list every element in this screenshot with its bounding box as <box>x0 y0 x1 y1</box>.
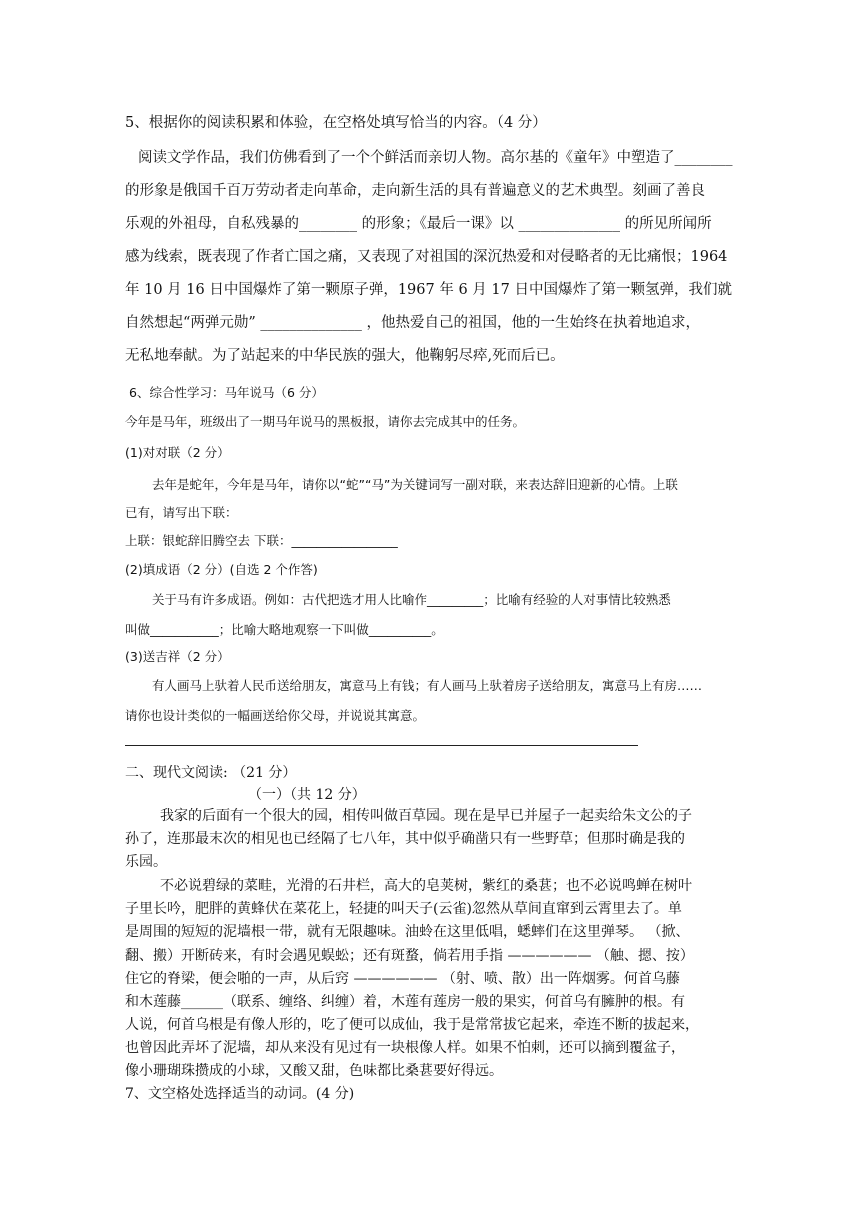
passage-line: 翻、搬）开断砖来，有时会遇见蜈蚣；还有斑蝥，倘若用手指 —————— （触、摁、按） <box>125 948 694 964</box>
part2-title: 二、现代文阅读: （21 分） <box>125 765 297 781</box>
q6-couplet: 上联：银蛇辞旧腾空去 下联：_________________ <box>125 533 398 548</box>
q6-sub3-title: (3)送吉祥（2 分） <box>125 649 230 664</box>
q6-sub1-line: 已有，请写出下联： <box>125 505 238 520</box>
q6-intro: 今年是马年，班级出了一期马年说马的黑板报，请你去完成其中的任务。 <box>125 414 526 429</box>
q5-line: 乐观的外祖母，自私残暴的________ 的形象；《最后一课》以 ______________ 的所见所闻所 <box>125 216 712 232</box>
answer-line <box>125 745 638 746</box>
part2-subtitle: （一）（共 12 分） <box>248 787 366 803</box>
q6-title: 6、综合性学习：马年说马（6 分） <box>129 385 324 400</box>
passage-line: 我家的后面有一个很大的园，相传叫做百草园。现在是早已并屋子一起卖给朱文公的子 <box>160 808 692 824</box>
passage-line: 不必说碧绿的菜畦，光滑的石井栏，高大的皂荚树，紫红的桑葚；也不必说鸣蝉在树叶 <box>160 878 692 894</box>
passage-line: 是周围的短短的泥墙根一带，就有无限趣味。油蛉在这里低唱，蟋蟀们在这里弹琴。 （掀、 <box>125 924 690 940</box>
q6-sub3-line: 请你也设计类似的一幅画送给你父母，并说说其寓意。 <box>125 708 426 723</box>
q7-title: 7、文空格处选择适当的动词。(4 分) <box>125 1086 355 1102</box>
q5-line: 感为线索，既表现了作者亡国之痛，又表现了对祖国的深沉热爱和对侵略者的无比痛恨；1964 <box>125 249 728 265</box>
q6-sub2-line: 叫做___________；比喻大略地观察一下叫做__________。 <box>125 622 444 637</box>
q6-sub1-title: (1)对对联（2 分） <box>125 445 230 460</box>
q6-sub2-line: 关于马有许多成语。例如：古代把选才用人比喻作_________；比喻有经验的人对事情比较熟悉 <box>152 592 671 607</box>
passage-line: 住它的脊梁，便会啪的一声，从后窍 —————— （射、喷、散）出一阵烟雾。何首乌藤 <box>125 971 680 987</box>
q5-title: 5、根据你的阅读积累和体验，在空格处填写恰当的内容。（4 分） <box>125 115 547 131</box>
passage-line: 和木莲藤______（联系、缠络、纠缠）着，木莲有莲房一般的果实，何首乌有臃肿的根。有 <box>125 994 685 1010</box>
q5-line: 阅读文学作品，我们仿佛看到了一个个鲜活而亲切人物。高尔基的《童年》中塑造了________ <box>138 150 733 166</box>
passage-line: 也曾因此弄坏了泥墙，却从来没有见过有一块根像人样。如果不怕刺，还可以摘到覆盆子， <box>125 1040 685 1056</box>
passage-line: 孙了，连那最末次的相见也已经隔了七八年，其中似乎确凿只有一些野草；但那时确是我的 <box>125 831 685 847</box>
q6-sub3-line: 有人画马上驮着人民币送给朋友，寓意马上有钱；有人画马上驮着房子送给朋友，寓意马上有房…… <box>152 678 703 693</box>
q5-line: 年 10 月 16 日中国爆炸了第一颗原子弹，1967 年 6 月 17 日中国爆炸了第一颗氢弹，我们就 <box>125 282 732 298</box>
q5-line: 的形象是俄国千百万劳动者走向革命，走向新生活的具有普遍意义的艺术典型。刻画了善良 <box>125 183 705 199</box>
passage-line: 乐园。 <box>125 854 167 870</box>
q5-line: 无私地奉献。为了站起来的中华民族的强大，他鞠躬尽瘁,死而后已。 <box>125 348 565 364</box>
passage-line: 人说，何首乌根是有像人形的，吃了便可以成仙，我于是常常拔它起来，牵连不断的拔起来， <box>125 1017 699 1033</box>
passage-line: 子里长吟，肥胖的黄蜂伏在菜花上，轻捷的叫天子(云雀)忽然从草间直窜到云霄里去了。单 <box>125 901 682 917</box>
q6-sub2-title: (2)填成语（2 分）(自选 2 个作答) <box>125 562 318 577</box>
q6-sub1-line: 去年是蛇年，今年是马年，请你以“蛇”“马”为关键词写一副对联，来表达辞旧迎新的心情。上联 <box>152 477 678 492</box>
q5-line: 自然想起“两弹元勋” ______________ ，他热爱自己的祖国，他的一生始终在执着地追求， <box>125 315 701 331</box>
passage-line: 像小珊瑚珠攒成的小球，又酸又甜，色味都比桑葚要好得远。 <box>125 1063 503 1079</box>
